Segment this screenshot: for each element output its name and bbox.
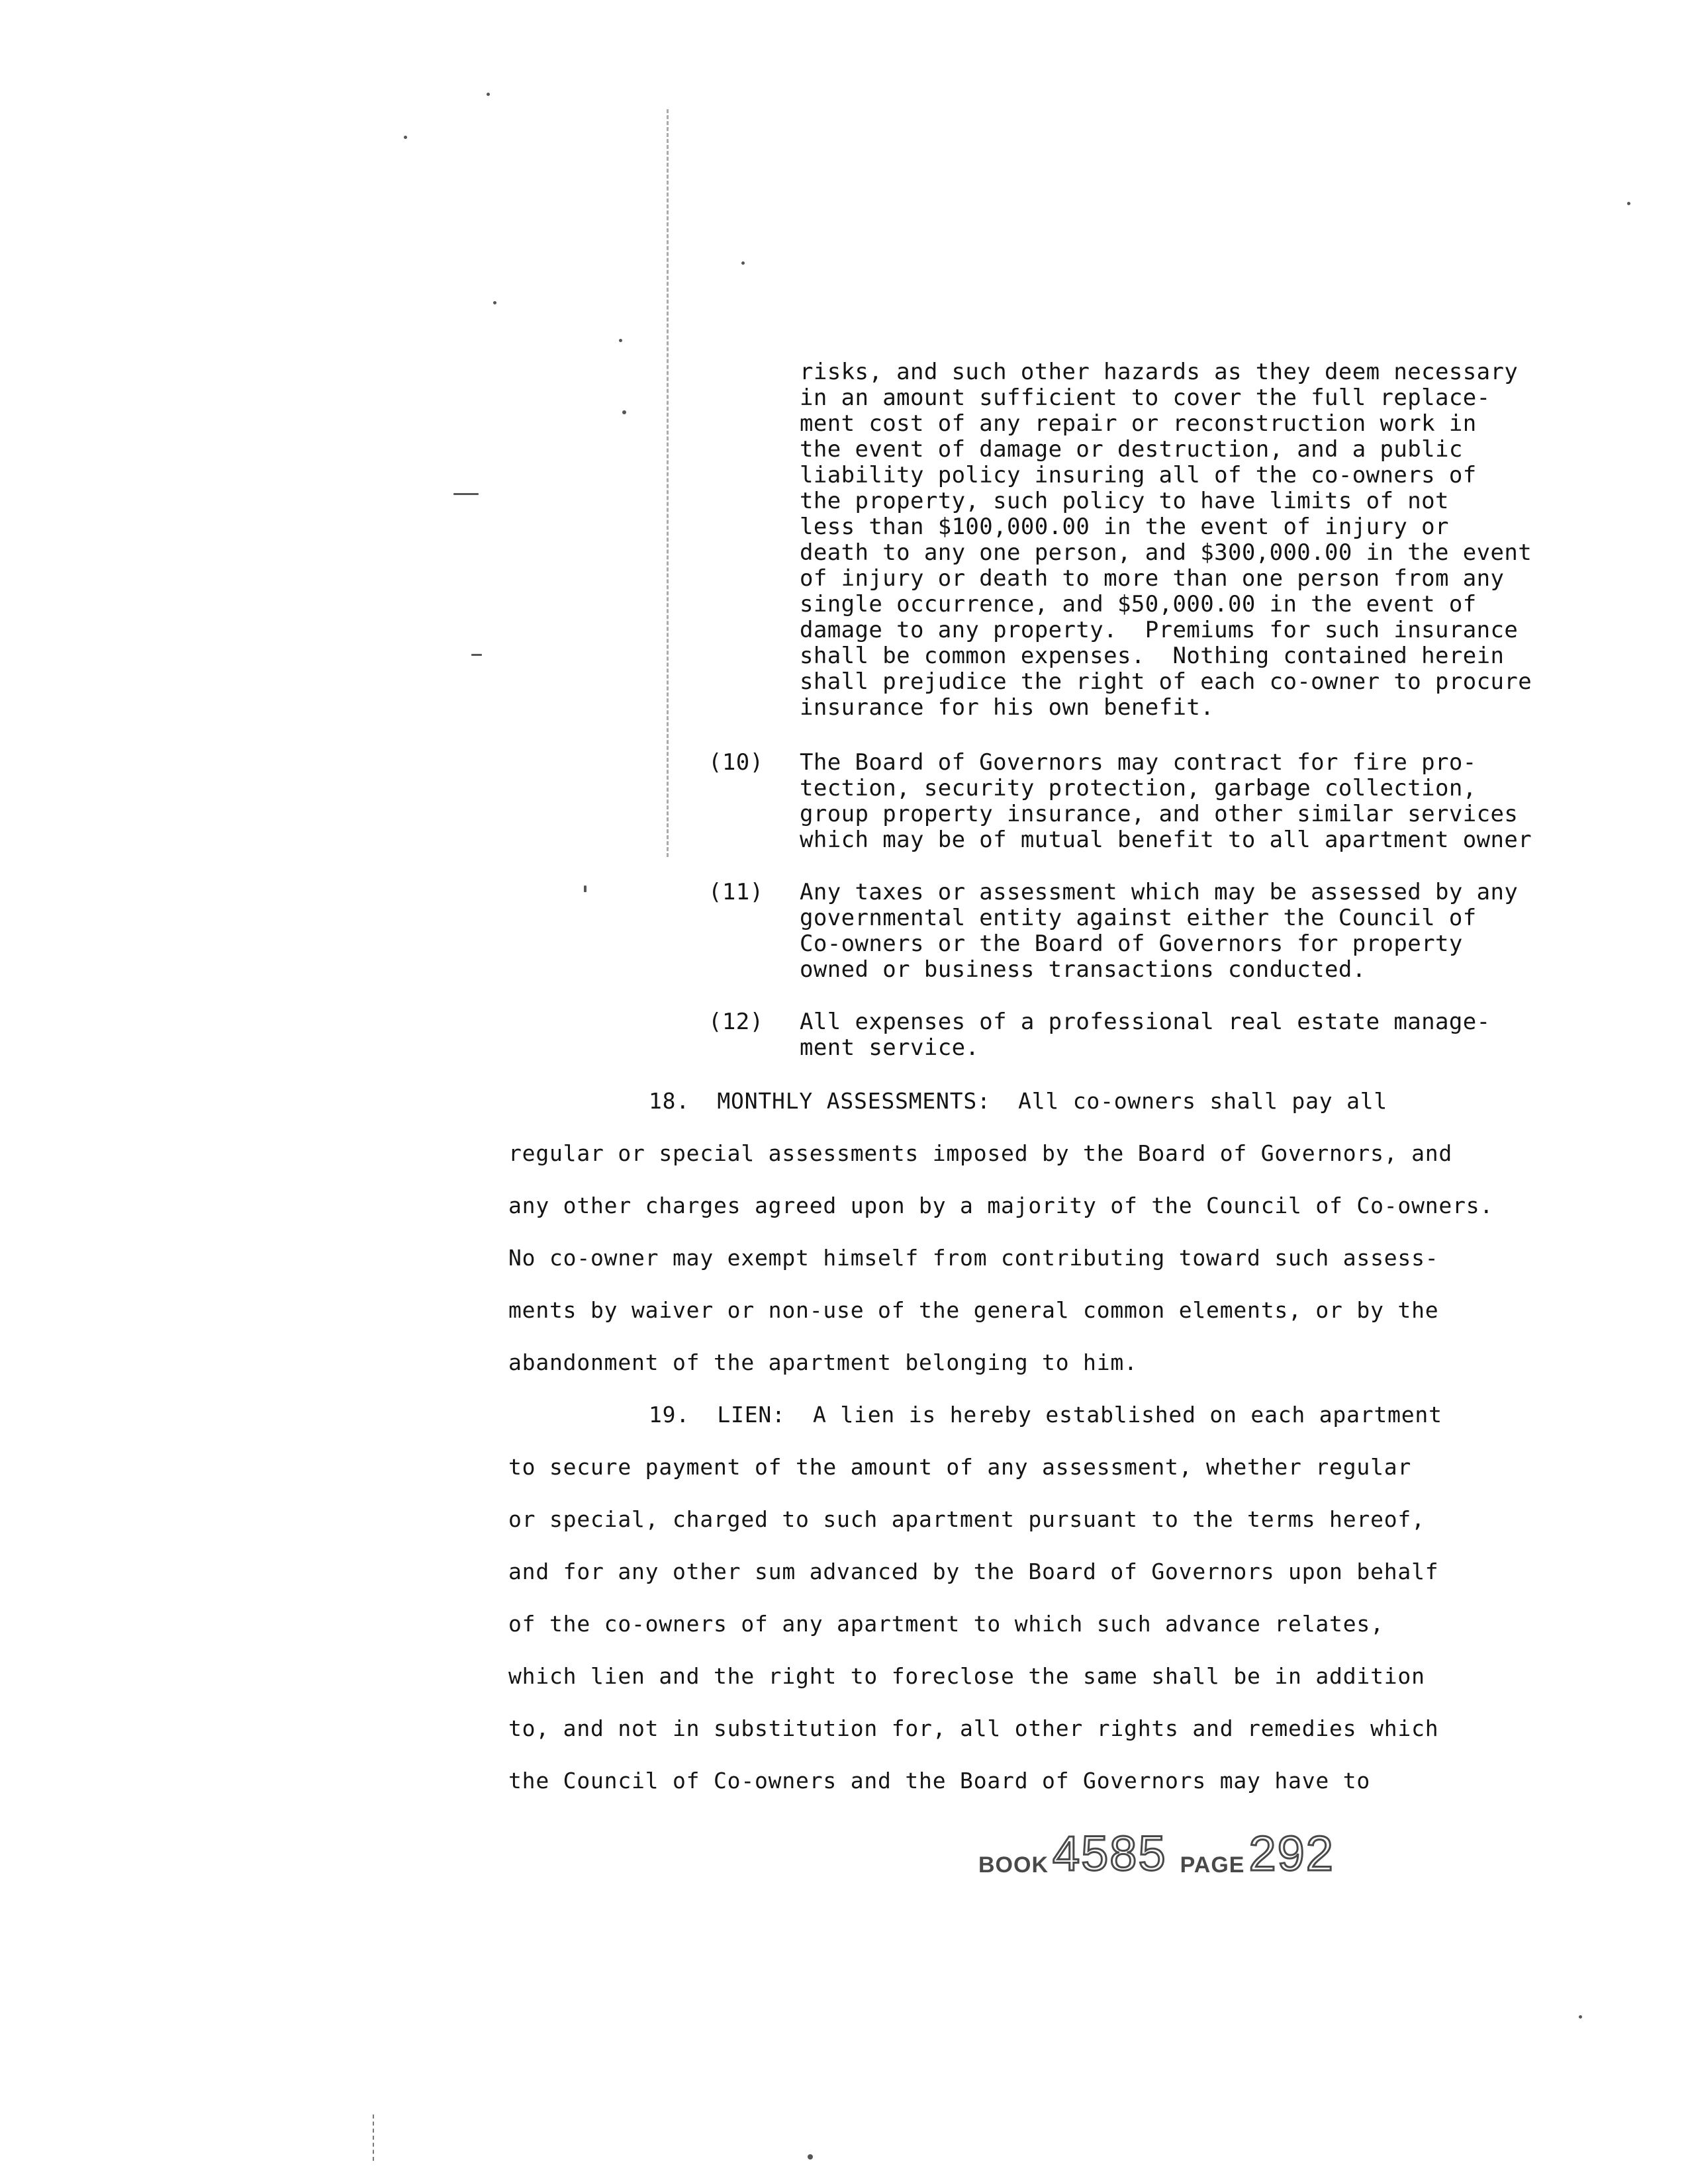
- clause-12-line: All expenses of a professional real estate manage-: [800, 1009, 1491, 1035]
- book-page-stamp: [978, 1819, 1335, 1881]
- scan-speck: [453, 493, 479, 495]
- scan-speck: [493, 301, 496, 304]
- section-19-line: to, and not in substitution for, all other rights and remedies which: [508, 1715, 1439, 1741]
- clause-9-continuation-line: death to any one person, and $300,000.00 in the event: [800, 539, 1532, 566]
- scan-speck: [487, 93, 490, 96]
- binding-margin-line: [667, 109, 669, 857]
- clause-10-line: group property insurance, and other similar services: [800, 801, 1519, 827]
- section-18-first-line: [649, 1088, 1387, 1115]
- section-19-line: the Council of Co-owners and the Board of Governors may have to: [508, 1768, 1371, 1794]
- clause-9-continuation-line: damage to any property. Premiums for such insurance: [800, 617, 1519, 643]
- section-18-line: any other charges agreed upon by a majority of the Council of Co-owners.: [508, 1193, 1494, 1218]
- clause-10-line: which may be of mutual benefit to all apartment owner: [800, 827, 1532, 853]
- book-label: BOOK: [978, 1852, 1049, 1878]
- clause-9-continuation-line: liability policy insuring all of the co-owners of: [800, 462, 1477, 488]
- clause-9-continuation-line: shall prejudice the right of each co-owner to procure: [800, 668, 1532, 695]
- page-label: PAGE: [1180, 1852, 1245, 1878]
- section-18-heading: MONTHLY ASSESSMENTS:: [717, 1088, 991, 1114]
- section-19-number: 19.: [649, 1402, 690, 1428]
- scan-speck: [1579, 2015, 1582, 2019]
- clause-11-line: Co-owners or the Board of Governors for property: [800, 931, 1463, 957]
- clause-10-number: (10): [708, 749, 764, 776]
- clause-10-line: tection, security protection, garbage collection,: [800, 775, 1477, 801]
- section-19-line: to secure payment of the amount of any assessment, whether regular: [508, 1454, 1412, 1480]
- clause-9-continuation-line: risks, and such other hazards as they deem necessary: [800, 359, 1519, 385]
- clause-9-continuation-line: the property, such policy to have limits of not: [800, 488, 1449, 514]
- clause-11-number: (11): [708, 879, 764, 905]
- clause-12-number: (12): [708, 1009, 764, 1035]
- clause-11-line: Any taxes or assessment which may be assessed by any: [800, 879, 1519, 905]
- section-19-line: and for any other sum advanced by the Board of Governors upon behalf: [508, 1559, 1439, 1584]
- scan-speck: [373, 2115, 374, 2161]
- section-19-line: which lien and the right to foreclose the same shall be in addition: [508, 1663, 1425, 1689]
- clause-9-continuation-line: ment cost of any repair or reconstruction work in: [800, 410, 1477, 437]
- scan-speck: [584, 886, 586, 892]
- scan-speck: [619, 339, 622, 342]
- clause-10-line: The Board of Governors may contract for fire pro-: [800, 749, 1477, 776]
- section-18-line: abandonment of the apartment belonging to him.: [508, 1349, 1138, 1375]
- section-18-line: regular or special assessments imposed by the Board of Governors, and: [508, 1140, 1453, 1166]
- clause-9-continuation-line: in an amount sufficient to cover the full replace-: [800, 385, 1491, 411]
- section-19-opening-text: A lien is hereby established on each apartment: [813, 1402, 1442, 1428]
- book-number: 4585: [1053, 1826, 1167, 1881]
- clause-9-continuation-line: shall be common expenses. Nothing contained herein: [800, 643, 1505, 669]
- section-18-number: 18.: [649, 1088, 690, 1114]
- clause-12-line: ment service.: [800, 1034, 980, 1061]
- section-19-first-line: [649, 1402, 1442, 1428]
- section-18-line: ments by waiver or non-use of the general common elements, or by the: [508, 1297, 1439, 1323]
- clause-9-continuation-line: the event of damage or destruction, and a public: [800, 436, 1463, 463]
- clause-11-line: owned or business transactions conducted.: [800, 956, 1366, 983]
- scan-speck: [471, 654, 482, 656]
- section-19-line: or special, charged to such apartment pursuant to the terms hereof,: [508, 1506, 1425, 1532]
- page-number: 292: [1248, 1826, 1335, 1881]
- scan-speck: [741, 261, 745, 265]
- clause-9-continuation-line: insurance for his own benefit.: [800, 694, 1215, 721]
- clause-11-line: governmental entity against either the Council of: [800, 905, 1477, 931]
- clause-9-continuation-line: of injury or death to more than one person from any: [800, 565, 1505, 592]
- section-18-line: No co-owner may exempt himself from contributing toward such assess-: [508, 1245, 1439, 1271]
- section-19-line: of the co-owners of any apartment to which such advance relates,: [508, 1611, 1384, 1637]
- scan-speck: [622, 410, 626, 414]
- section-19-heading: LIEN:: [717, 1402, 786, 1428]
- scan-speck: [808, 2154, 813, 2160]
- scan-speck: [1627, 202, 1630, 205]
- section-18-opening-text: All co-owners shall pay all: [1018, 1088, 1388, 1114]
- clause-9-continuation-line: single occurrence, and $50,000.00 in the event of: [800, 591, 1477, 617]
- scan-speck: [404, 136, 407, 139]
- clause-9-continuation-line: less than $100,000.00 in the event of injury or: [800, 514, 1449, 540]
